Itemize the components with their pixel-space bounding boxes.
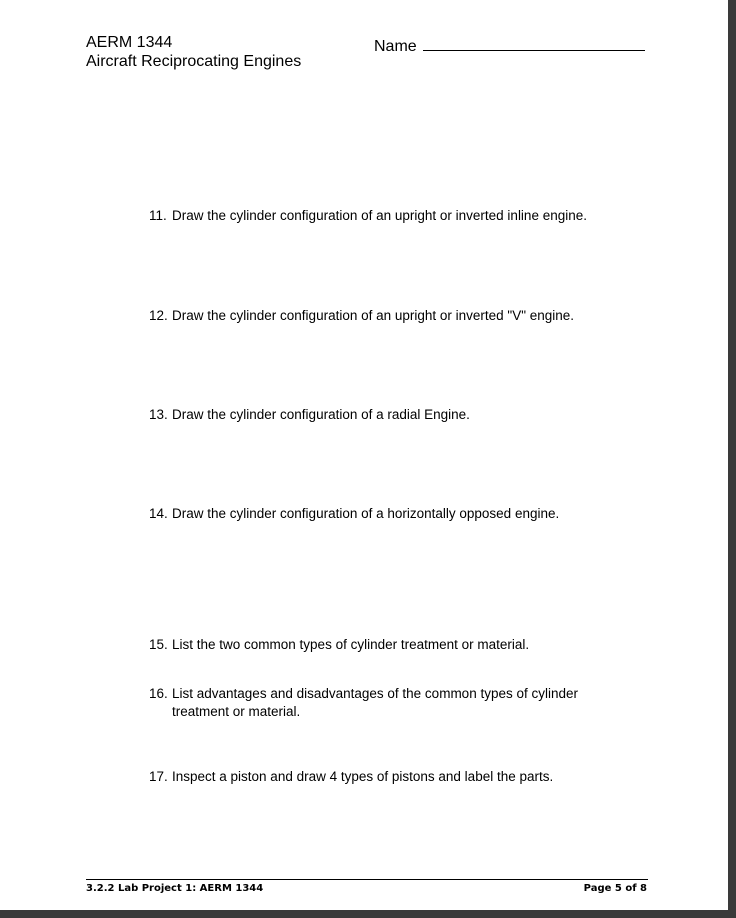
footer-project-label: 3.2.2 Lab Project 1: AERM 1344 — [86, 883, 264, 894]
question-text: Inspect a piston and draw 4 types of pistons and label the parts. — [172, 769, 554, 784]
question-number: 14. — [149, 506, 168, 521]
footer-rule — [86, 879, 648, 880]
question-number: 11. — [149, 208, 167, 223]
question-number: 15. — [149, 637, 168, 652]
question-text: Draw the cylinder configuration of an upright or inverted "V" engine. — [172, 308, 575, 323]
question-number: 17. — [149, 769, 168, 784]
question-16 — [149, 685, 609, 721]
question-number: 16. — [149, 686, 168, 701]
question-14 — [149, 505, 619, 523]
question-text: Draw the cylinder configuration of a radial Engine. — [172, 407, 470, 422]
name-label: Name — [374, 38, 417, 55]
name-field — [374, 33, 645, 56]
question-number: 12. — [149, 308, 168, 323]
question-text: List the two common types of cylinder treatment or material. — [172, 637, 530, 652]
window-edge-bottom — [0, 910, 736, 918]
question-text: List advantages and disadvantages of the common types of cylinder treatment or material. — [172, 686, 578, 719]
question-number: 13. — [149, 407, 168, 422]
question-text: Draw the cylinder configuration of a horizontally opposed engine. — [172, 506, 560, 521]
question-13 — [149, 406, 619, 424]
question-17 — [149, 768, 619, 786]
window-edge-right — [728, 0, 736, 918]
question-12 — [149, 307, 619, 325]
question-15 — [149, 636, 619, 654]
course-title: Aircraft Reciprocating Engines — [86, 53, 302, 70]
footer-page-number: Page 5 of 8 — [583, 883, 647, 894]
question-text: Draw the cylinder configuration of an upright or inverted inline engine. — [172, 208, 587, 223]
name-blank-line — [423, 33, 645, 51]
course-code: AERM 1344 — [86, 34, 173, 51]
question-11 — [149, 207, 619, 225]
